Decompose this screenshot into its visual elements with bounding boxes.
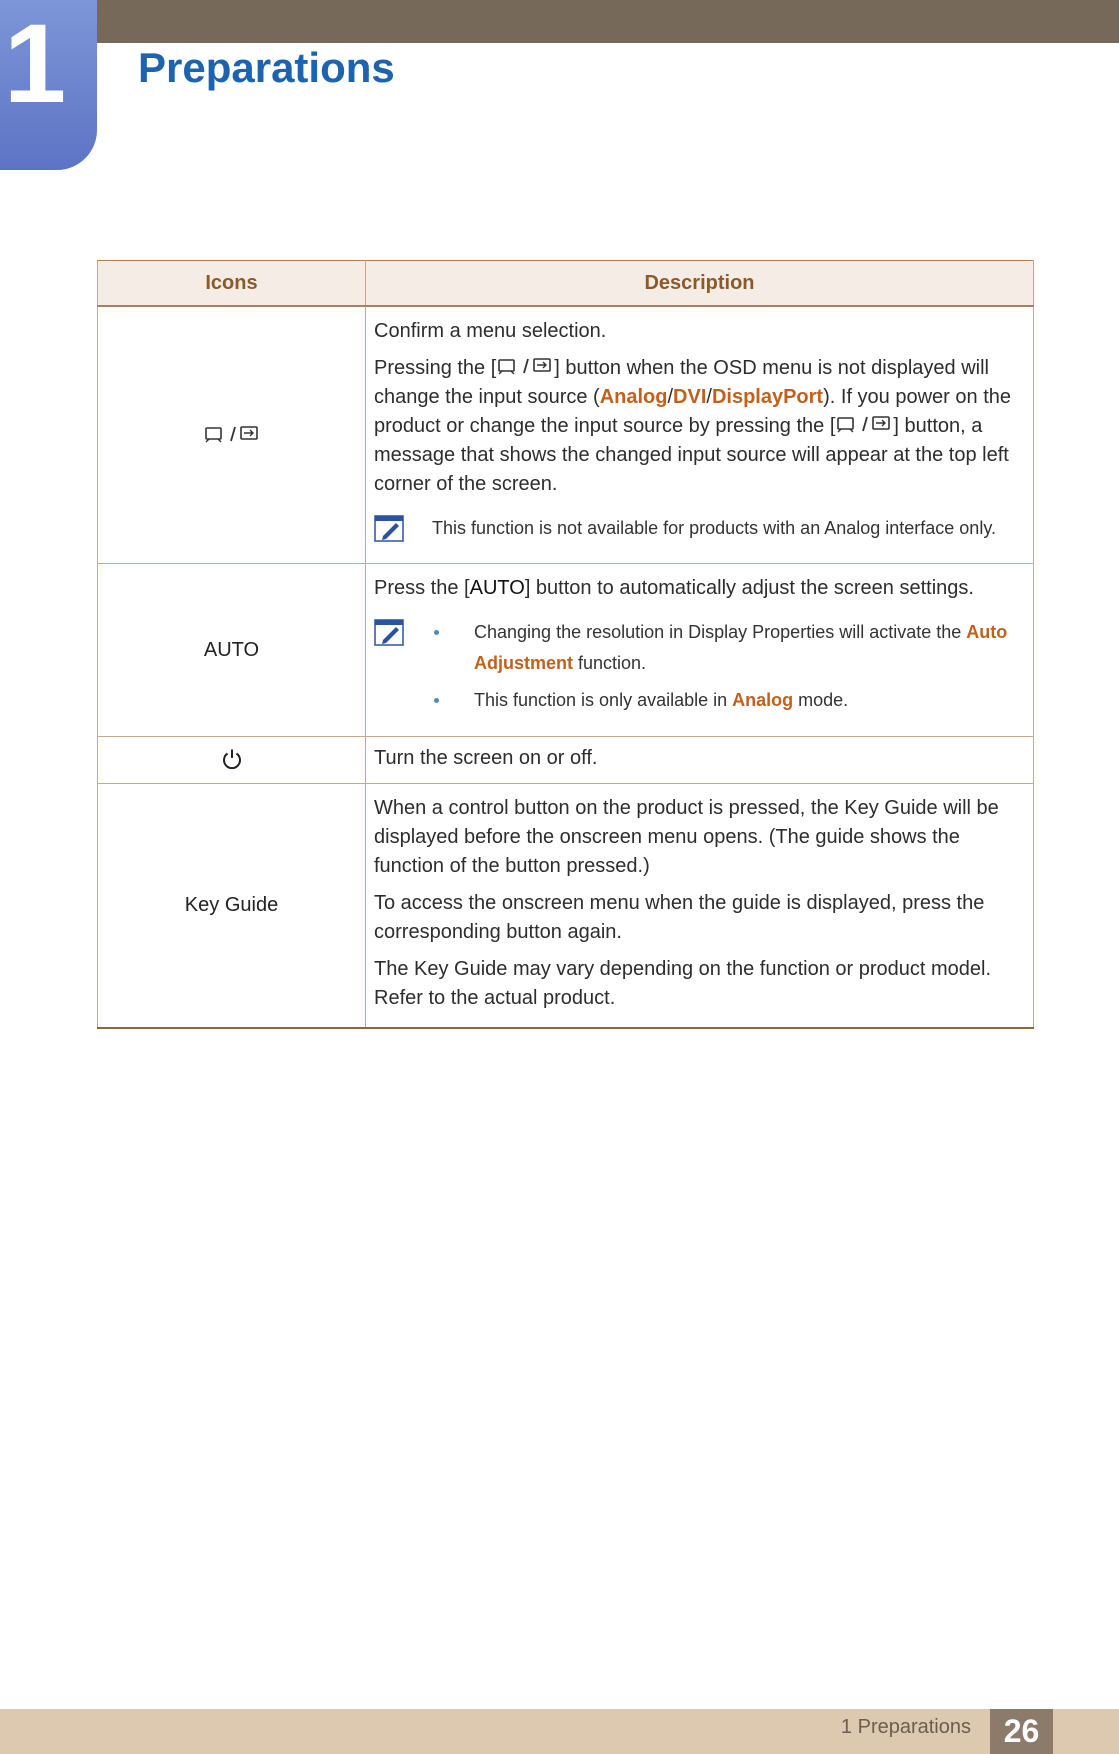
list-item <box>432 685 1019 716</box>
auto-description <box>366 564 1034 737</box>
description-column-header: Description <box>366 261 1034 307</box>
text-fragment: ] button to automatically adjust the screen settings. <box>524 577 974 599</box>
text-fragment: ). If you power on the product or change the input source by pressing the [ <box>374 386 1011 437</box>
dvi-highlight: DVI <box>673 386 707 408</box>
source-line-confirm: Confirm a menu selection. <box>374 320 607 342</box>
source-enter-icon <box>835 413 893 435</box>
auto-icon-label: AUTO <box>98 564 366 737</box>
text-fragment: Pressing the [ <box>374 357 497 379</box>
key-guide-paragraph: When a control button on the product is pressed, the Key Guide will be displayed before the onscreen menu opens. (The guide shows the function of the button pressed.) <box>374 797 999 877</box>
icon-description-table <box>97 260 1034 1029</box>
source-enter-description <box>366 306 1034 564</box>
chapter-tab <box>0 0 97 170</box>
text-fragment: / <box>706 386 712 408</box>
table-row <box>98 306 1034 564</box>
table-header-row <box>98 261 1034 307</box>
text-fragment: function. <box>573 653 647 673</box>
note-block <box>374 617 1019 722</box>
footer-section-label: 1 Preparations <box>840 1716 971 1738</box>
page-number: 26 <box>990 1709 1053 1754</box>
chapter-number: 1 <box>3 1 67 126</box>
note-block <box>374 513 1019 549</box>
table-row <box>98 737 1034 784</box>
key-guide-description <box>366 784 1034 1029</box>
page-title: Preparations <box>138 44 395 91</box>
source-enter-icon-cell <box>98 306 366 564</box>
note-pencil-icon <box>374 513 406 543</box>
bullet-dot <box>434 698 439 703</box>
text-fragment: Changing the resolution in Display Properties will activate the <box>474 622 967 642</box>
displayport-highlight: DisplayPort <box>711 386 824 408</box>
analog-highlight: Analog <box>599 386 668 408</box>
bullet-list <box>432 617 1019 716</box>
icons-column-header: Icons <box>98 261 366 307</box>
text-fragment: Press the [ <box>374 577 470 599</box>
auto-line <box>374 574 1019 603</box>
table-row <box>98 784 1034 1029</box>
note-bullets <box>432 617 1019 722</box>
source-paragraph <box>374 354 1019 499</box>
bullet-dot <box>434 630 439 635</box>
power-text: Turn the screen on or off. <box>374 747 598 769</box>
text-fragment: This function is only available in <box>474 690 733 710</box>
text-fragment: ] button when the OSD menu is not displayed will change the input source ( <box>374 357 989 408</box>
text-fragment: mode. <box>793 690 849 710</box>
power-icon <box>220 747 244 771</box>
key-guide-label: Key Guide <box>98 784 366 1029</box>
table-row <box>98 564 1034 737</box>
key-guide-paragraph: To access the onscreen menu when the guide is displayed, press the corresponding button again. <box>374 892 985 943</box>
header-bar <box>0 0 1119 43</box>
note-text: This function is not available for products with an Analog interface only. <box>432 518 996 538</box>
list-item <box>432 617 1019 679</box>
power-icon-cell <box>98 737 366 784</box>
power-description <box>366 737 1034 784</box>
note-pencil-icon <box>374 617 406 647</box>
key-guide-paragraph: The Key Guide may vary depending on the function or product model. Refer to the actual product. <box>374 958 992 1009</box>
analog-highlight: Analog <box>732 690 794 710</box>
source-enter-icon <box>496 355 554 377</box>
auto-key-label: AUTO <box>469 577 525 599</box>
source-enter-icon <box>203 423 261 445</box>
text-fragment: ] button, a message that shows the changed input source will appear at the top left corner of the screen. <box>374 415 1009 495</box>
auto-adjustment-highlight: Auto Adjustment <box>474 622 1008 673</box>
text-fragment: / <box>667 386 674 408</box>
